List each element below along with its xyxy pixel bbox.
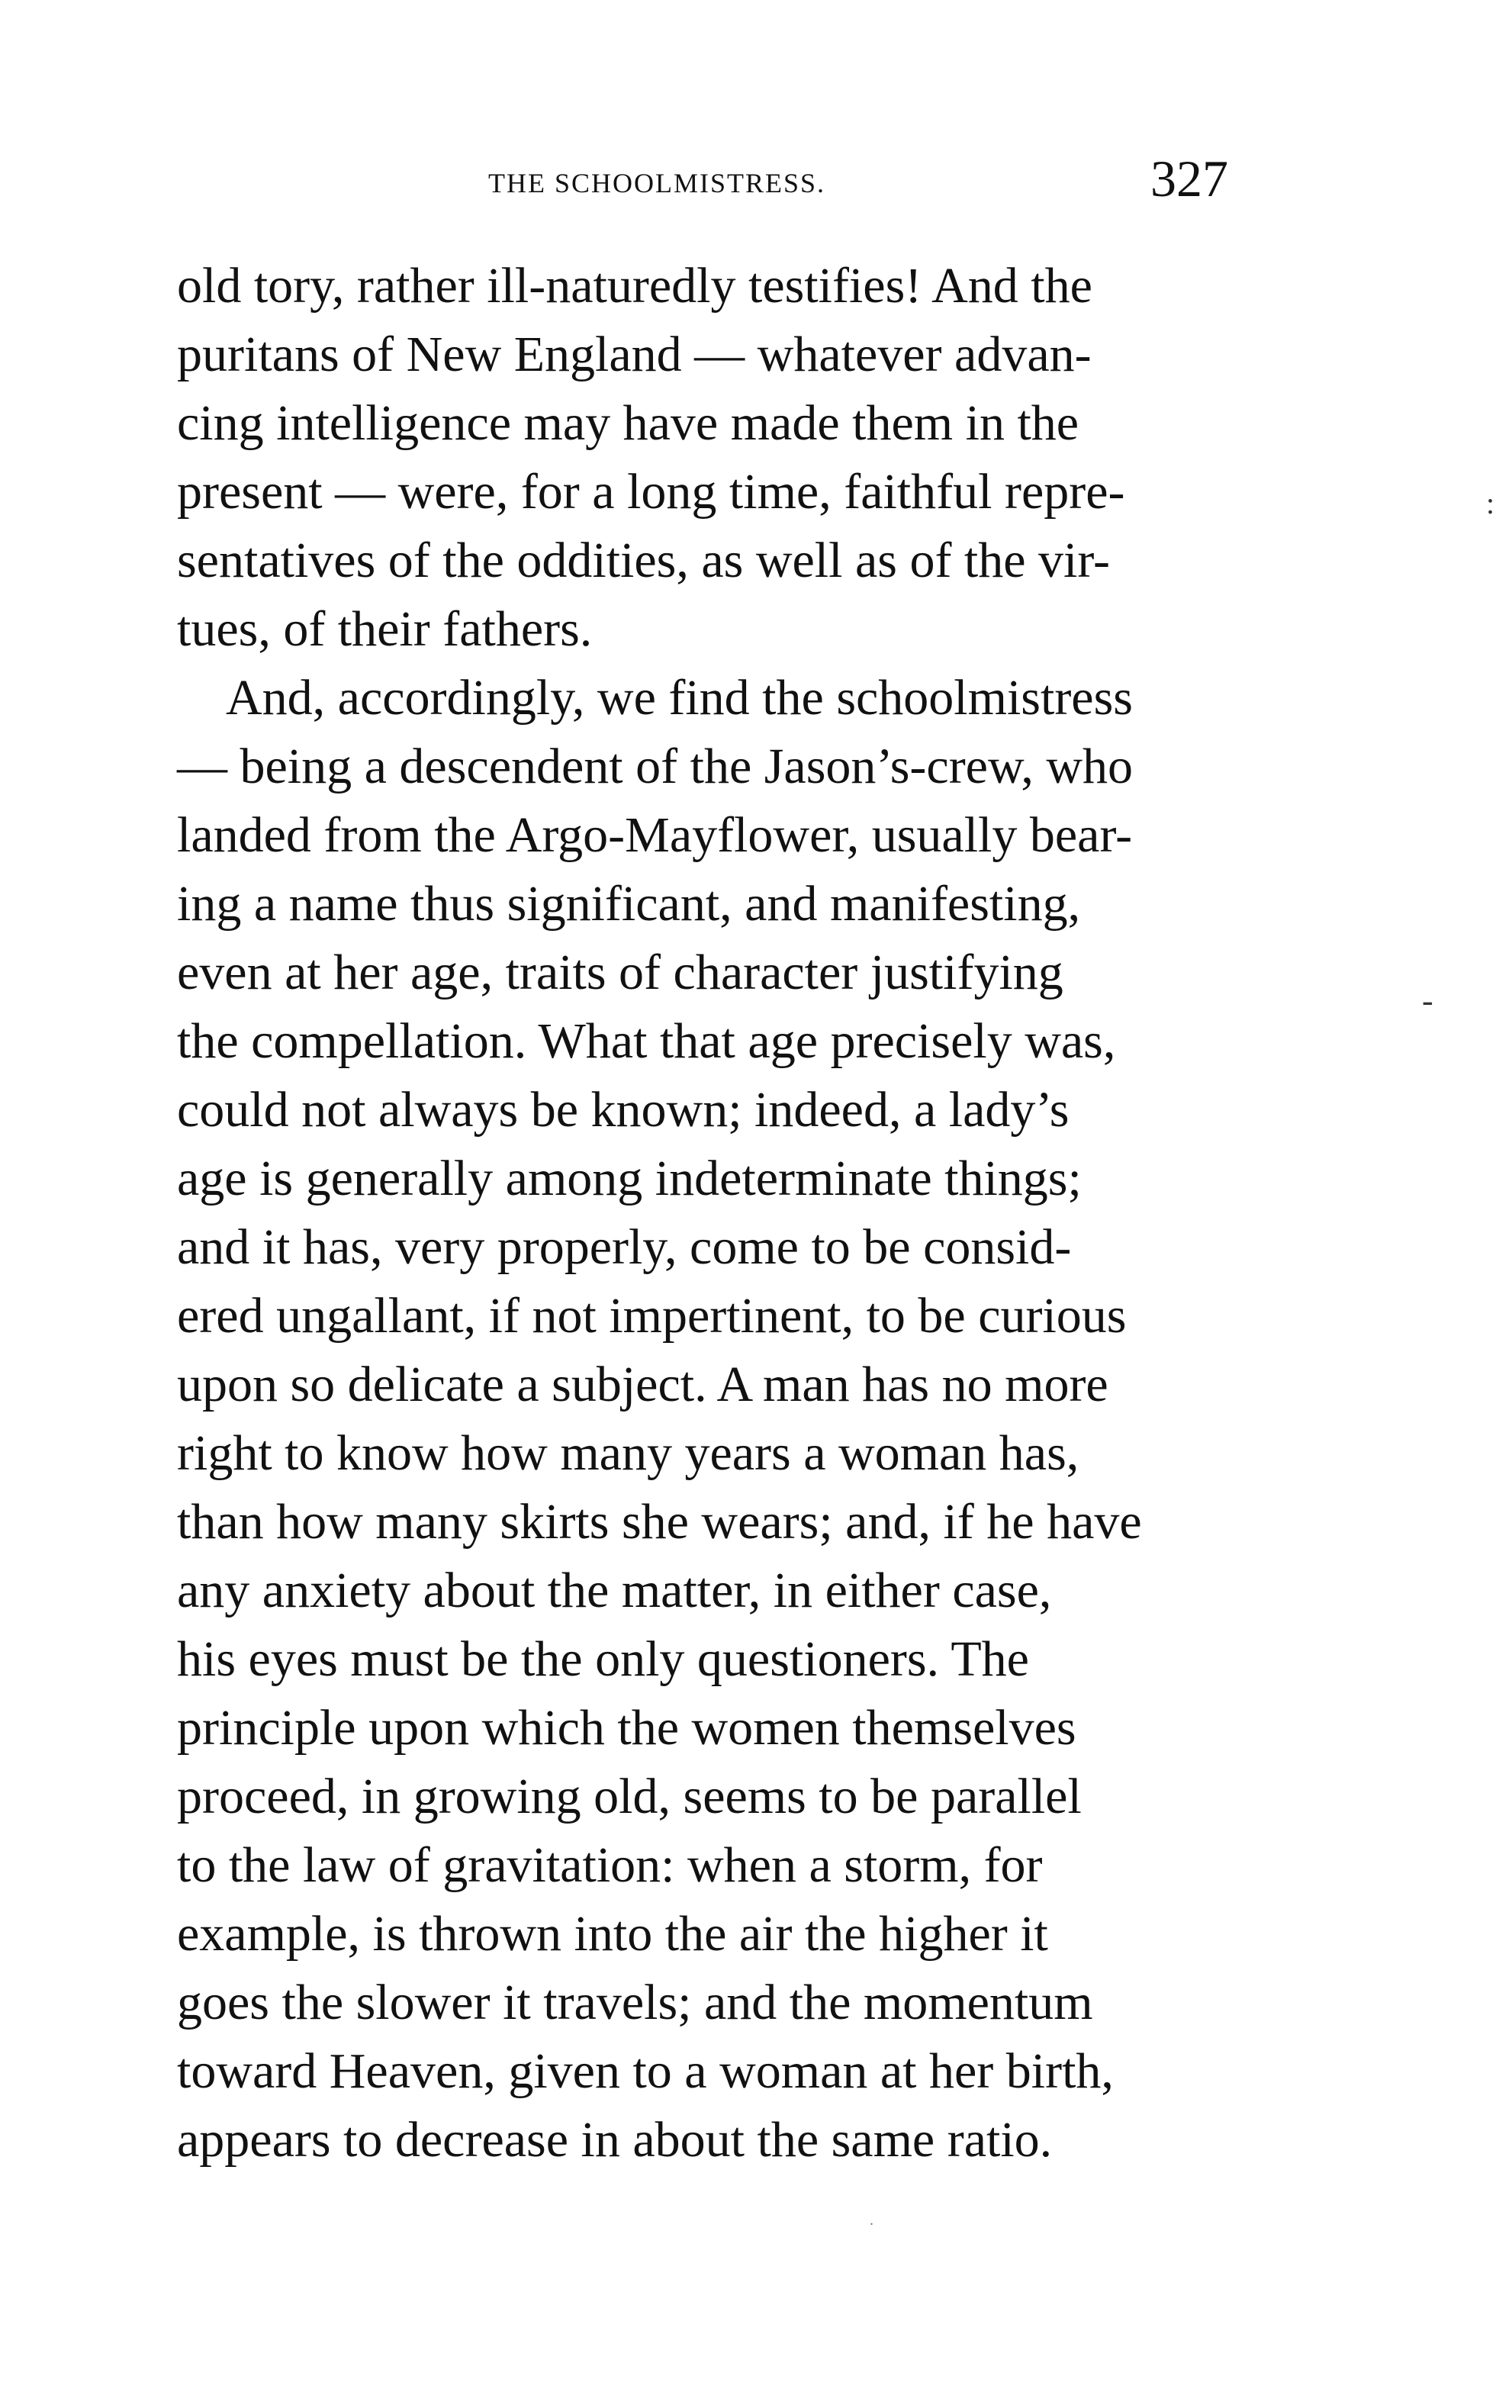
text-line-16 xyxy=(177,1282,1283,1350)
text-line-27 xyxy=(177,2037,1283,2106)
text-line-16-content: ered ungallant, if not impertinent, to be curious xyxy=(177,1288,1127,1344)
text-line-17 xyxy=(177,1350,1283,1419)
text-line-8 xyxy=(177,732,1283,801)
text-line-21-content: his eyes must be the only questioners. The xyxy=(177,1631,1029,1687)
text-line-15-content: and it has, very properly, come to be consid- xyxy=(177,1219,1072,1275)
text-line-7 xyxy=(177,664,1283,732)
text-line-2 xyxy=(177,320,1283,389)
page-number: 327 xyxy=(1150,150,1228,208)
text-line-12-content: the compellation. What that age precisely was, xyxy=(177,1013,1116,1069)
text-line-6-content: tues, of their fathers. xyxy=(177,601,593,657)
text-line-28 xyxy=(177,2106,1283,2175)
text-line-3 xyxy=(177,389,1283,458)
text-line-14-content: age is generally among indeterminate things; xyxy=(177,1151,1082,1206)
text-line-6 xyxy=(177,595,1283,664)
margin-mark-c: . xyxy=(870,2212,873,2229)
text-line-23-content: proceed, in growing old, seems to be parallel xyxy=(177,1769,1082,1824)
text-line-3-content: cing intelligence may have made them in the xyxy=(177,395,1079,451)
text-line-1 xyxy=(177,252,1283,320)
text-line-13-content: could not always be known; indeed, a lady’s xyxy=(177,1082,1070,1138)
text-line-12 xyxy=(177,1007,1283,1076)
text-line-18-content: right to know how many years a woman has, xyxy=(177,1425,1079,1481)
text-line-13 xyxy=(177,1076,1283,1144)
text-line-9-content: landed from the Argo-Mayflower, usually bear- xyxy=(177,807,1133,863)
text-line-26 xyxy=(177,1969,1283,2037)
text-line-17-content: upon so delicate a subject. A man has no more xyxy=(177,1357,1108,1412)
text-line-22-content: principle upon which the women themselves xyxy=(177,1700,1076,1756)
text-line-24-content: to the law of gravitation: when a storm, for xyxy=(177,1837,1043,1893)
text-line-4 xyxy=(177,458,1283,526)
text-line-25 xyxy=(177,1900,1283,1969)
text-line-25-content: example, is thrown into the air the higher it xyxy=(177,1906,1048,1962)
text-line-10-content: ing a name thus significant, and manifesting, xyxy=(177,876,1081,932)
text-line-9 xyxy=(177,801,1283,870)
text-line-28-content: appears to decrease in about the same ratio. xyxy=(177,2112,1053,2168)
text-line-21 xyxy=(177,1625,1283,1694)
text-line-27-content: toward Heaven, given to a woman at her birth, xyxy=(177,2043,1114,2099)
text-line-15 xyxy=(177,1213,1283,1282)
text-line-5-content: sentatives of the oddities, as well as of the vir- xyxy=(177,533,1111,588)
text-line-8-content: — being a descendent of the Jason’s-crew, who xyxy=(177,739,1134,794)
text-line-2-content: puritans of New England — whatever advan- xyxy=(177,327,1092,382)
text-line-20 xyxy=(177,1557,1283,1625)
body-text xyxy=(177,252,1283,2175)
text-line-23 xyxy=(177,1763,1283,1831)
text-line-26-content: goes the slower it travels; and the momentum xyxy=(177,1975,1093,2030)
text-line-11-content: even at her age, traits of character justifying xyxy=(177,945,1063,1000)
text-line-14 xyxy=(177,1144,1283,1213)
margin-mark-b: - xyxy=(1422,982,1433,1019)
text-line-24 xyxy=(177,1831,1283,1900)
text-line-5 xyxy=(177,526,1283,595)
text-line-1-content: old tory, rather ill-naturedly testifies! And the xyxy=(177,258,1092,314)
text-line-20-content: any anxiety about the matter, in either case, xyxy=(177,1563,1052,1618)
running-title: THE SCHOOLMISTRESS. xyxy=(488,168,826,198)
text-line-7-content: And, accordingly, we find the schoolmistress xyxy=(226,670,1133,726)
text-line-10 xyxy=(177,870,1283,938)
text-line-22 xyxy=(177,1694,1283,1763)
text-line-18 xyxy=(177,1419,1283,1488)
text-line-19-content: than how many skirts she wears; and, if he have xyxy=(177,1494,1142,1550)
margin-mark-a: : xyxy=(1486,486,1495,520)
text-line-4-content: present — were, for a long time, faithful repre- xyxy=(177,464,1125,520)
text-line-11 xyxy=(177,938,1283,1007)
text-line-19 xyxy=(177,1488,1283,1557)
